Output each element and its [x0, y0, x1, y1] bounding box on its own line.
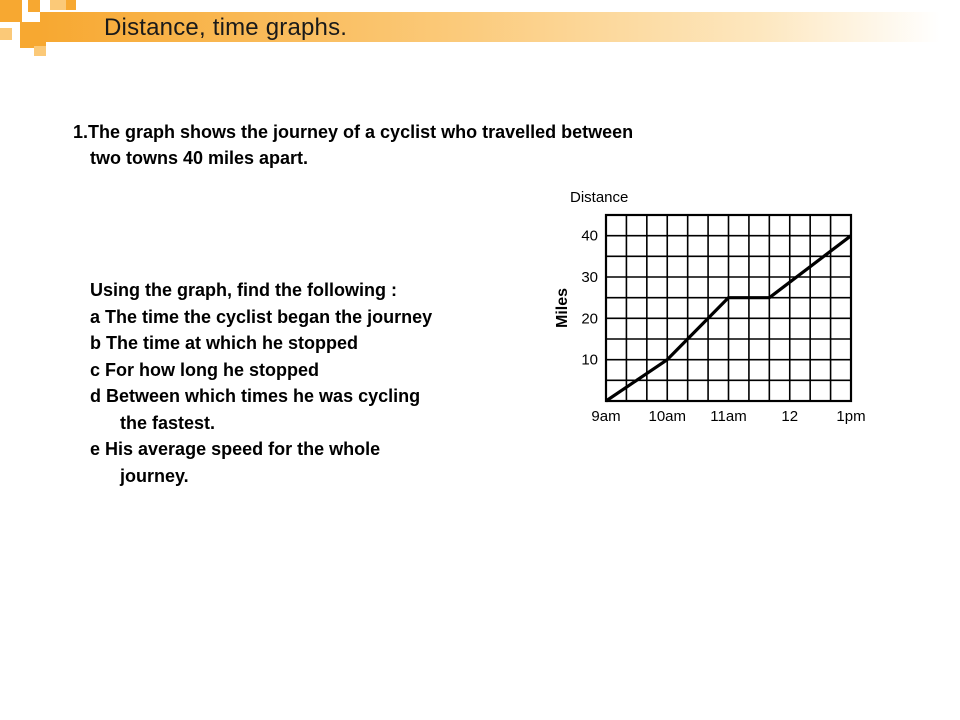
instruction-d-cont: the fastest.	[120, 412, 216, 433]
decor-square-6	[34, 46, 46, 56]
decor-square-2	[28, 0, 40, 12]
chart-title: Distance	[570, 189, 629, 206]
instruction-d: d Between which times he was cycling	[90, 386, 421, 406]
y-tick-label: 20	[581, 310, 598, 328]
question-line-2: two towns 40 miles apart.	[90, 148, 309, 168]
x-tick-label: 1pm	[836, 408, 866, 425]
distance-time-chart	[540, 180, 890, 440]
y-tick-label: 30	[581, 269, 598, 286]
instruction-list	[90, 277, 530, 489]
y-tick-label: 40	[581, 227, 598, 245]
question-text	[73, 119, 773, 171]
y-axis-label: Miles	[554, 287, 571, 328]
instruction-intro: Using the graph, find the following :	[90, 280, 397, 300]
x-tick-label: 9am	[591, 408, 621, 425]
instruction-c: c For how long he stopped	[90, 359, 319, 380]
instruction-b: b The time at which he stopped	[90, 333, 359, 353]
x-tick-label: 10am	[648, 408, 687, 425]
y-tick-label: 10	[581, 351, 598, 369]
decor-square-5	[50, 0, 66, 10]
decor-square-1	[0, 0, 22, 22]
instruction-e-cont: journey.	[120, 465, 189, 486]
instruction-e: e His average speed for the whole	[90, 439, 381, 459]
instruction-a: a The time the cyclist began the journey	[90, 306, 433, 327]
slide-title: Distance, time graphs.	[104, 14, 348, 41]
decor-square-3	[0, 28, 12, 40]
decor-square-7	[66, 0, 76, 10]
x-tick-label: 11am	[710, 408, 747, 425]
question-line-1: 1.The graph shows the journey of a cyclist who travelled between	[73, 122, 634, 142]
x-tick-label: 12	[781, 408, 799, 425]
